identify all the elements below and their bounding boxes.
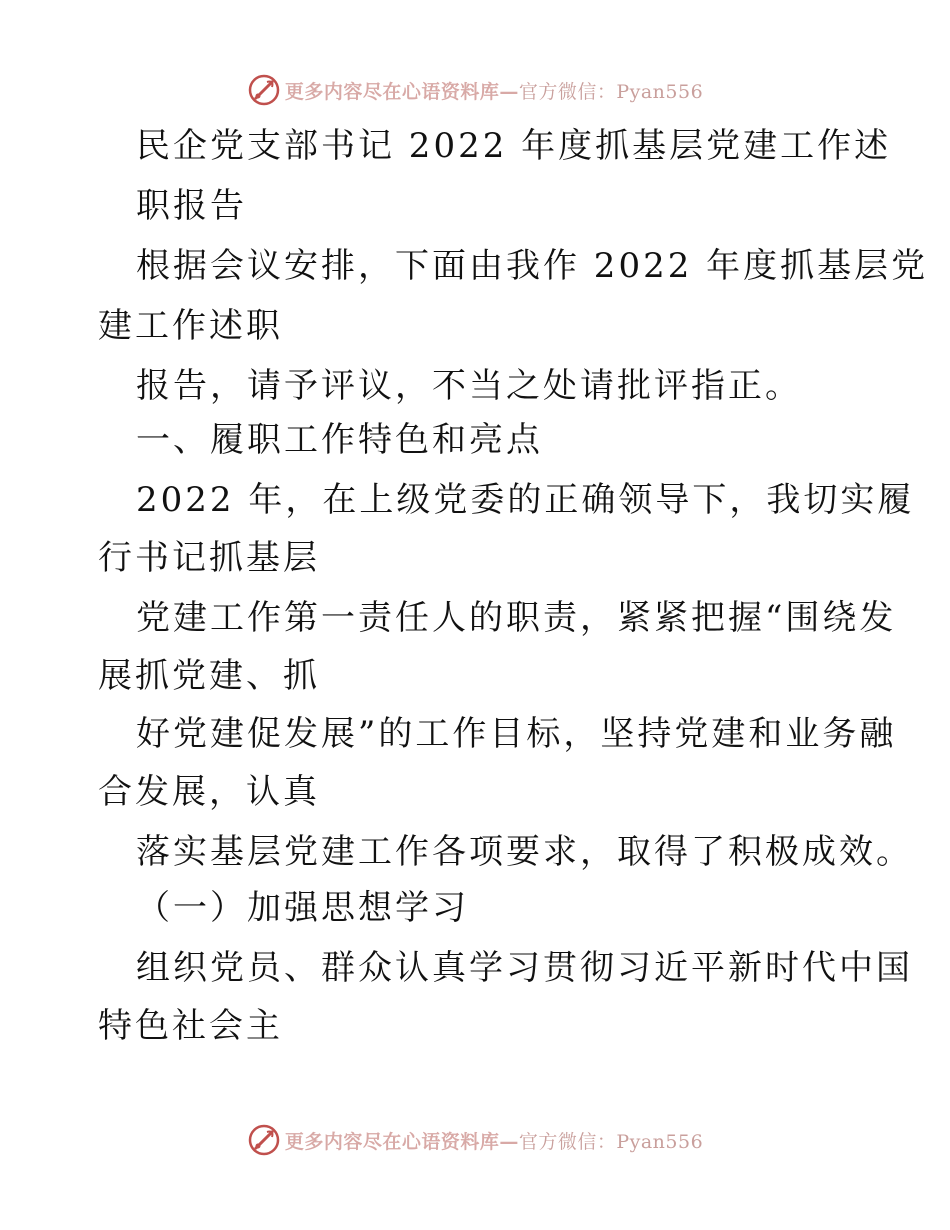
paragraph-line: 2022 年，在上级党委的正确领导下，我切实履 xyxy=(136,480,915,520)
quill-circle-icon xyxy=(247,1123,281,1157)
title-line-1: 民企党支部书记 2022 年度抓基层党建工作述 xyxy=(136,126,892,166)
title-line-2: 职报告 xyxy=(136,186,247,226)
paragraph-line: 展抓党建、抓 xyxy=(98,656,320,696)
paragraph-line: 组织党员、群众认真学习贯彻习近平新时代中国 xyxy=(136,948,913,988)
watermark-footer xyxy=(0,1120,950,1160)
watermark-wechat: 官方微信：Pyan556 xyxy=(518,1130,704,1153)
watermark-wechat: 官方微信：Pyan556 xyxy=(518,80,704,103)
paragraph-line: 合发展，认真 xyxy=(98,772,320,812)
quill-circle-icon xyxy=(247,73,281,107)
watermark-text: 更多内容尽在心语资料库—官方微信：Pyan556 xyxy=(284,80,704,103)
paragraph-line: 建工作述职 xyxy=(98,306,283,346)
paragraph-line: 报告，请予评议，不当之处请批评指正。 xyxy=(136,366,802,406)
paragraph-line: 特色社会主 xyxy=(98,1006,283,1046)
watermark-header xyxy=(0,70,950,110)
subsection-heading: （一）加强思想学习 xyxy=(136,888,469,928)
watermark-text: 更多内容尽在心语资料库—官方微信：Pyan556 xyxy=(284,1130,704,1153)
paragraph-line: 根据会议安排，下面由我作 2022 年度抓基层党 xyxy=(136,246,929,286)
section-heading: 一、履职工作特色和亮点 xyxy=(136,420,543,460)
paragraph-line: 好党建促发展”的工作目标，坚持党建和业务融 xyxy=(136,714,897,754)
paragraph-line: 党建工作第一责任人的职责，紧紧把握“围绕发 xyxy=(136,598,897,638)
paragraph-line: 行书记抓基层 xyxy=(98,538,320,578)
paragraph-line: 落实基层党建工作各项要求，取得了积极成效。 xyxy=(136,832,913,872)
